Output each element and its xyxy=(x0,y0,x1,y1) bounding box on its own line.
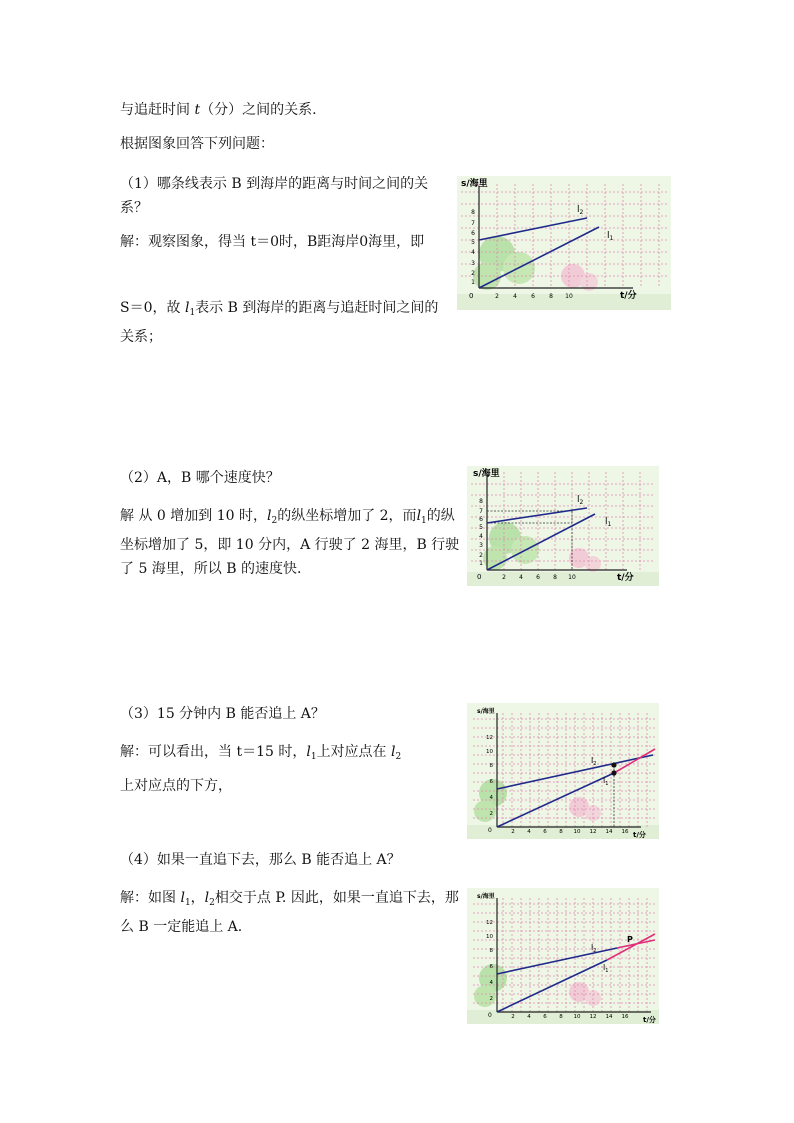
graph-4-xlabel: t/分 xyxy=(643,1016,656,1024)
graph-3-ytick: 6 xyxy=(489,779,493,785)
graph-4-xtick: 8 xyxy=(559,1014,563,1020)
graph-3-ytick: 4 xyxy=(489,795,493,801)
q4-question: （4）如果一直追下去，那么 B 能否追上 A？ xyxy=(120,852,401,868)
graph-4-ytick: 4 xyxy=(489,980,493,986)
graph-1-label-l1: $l_1$ xyxy=(607,231,614,242)
graph-3-ylabel: s/海里 xyxy=(477,708,495,715)
graph-3-ytick: 2 xyxy=(489,811,493,817)
graph-2-ytick: 7 xyxy=(479,508,483,515)
graph-2-label-l1: $l_1$ xyxy=(605,517,612,528)
graph-2-ytick: 2 xyxy=(479,552,483,559)
graph-4-xtick: 2 xyxy=(511,1014,515,1020)
graph-4-ytick: 2 xyxy=(489,996,493,1002)
graph-4-xtick: 12 xyxy=(589,1014,597,1020)
graph-4-label-l1: $l_1$ xyxy=(603,963,609,974)
intro-line xyxy=(120,98,317,122)
graph-3-xtick: 12 xyxy=(589,829,597,835)
graph-1-xlabel: t/分 xyxy=(620,291,637,301)
graph-4-ytick: 8 xyxy=(489,948,493,954)
graph-3-bg xyxy=(467,703,659,839)
graph-2-label-l2: $l_2$ xyxy=(577,495,584,506)
graph-2-xtick: 4 xyxy=(519,574,523,581)
graph-1-xtick: 2 xyxy=(495,293,499,300)
graph-3-xtick: 14 xyxy=(605,829,613,835)
q2-question: （2）A，B 哪个速度快？ xyxy=(120,470,280,486)
graph-2-ytick: 4 xyxy=(479,533,483,540)
graph-4-bg xyxy=(467,888,659,1024)
graph-3-xtick: 2 xyxy=(511,829,515,835)
graph-1-xtick: 10 xyxy=(565,293,573,300)
graph-3-xtick: 4 xyxy=(527,829,531,835)
graph-3-xlabel: t/分 xyxy=(633,831,646,839)
graph-4 xyxy=(467,888,659,1024)
graph-3-ytick: 8 xyxy=(489,763,493,769)
q3-question: （3）15 分钟内 B 能否追上 A？ xyxy=(120,706,325,722)
graph-4-label-P: P xyxy=(627,935,633,944)
graph-3-origin: 0 xyxy=(488,827,492,834)
graph-1-label-l2: $l_2$ xyxy=(577,205,584,216)
q1-answer-a: 解：观察图象，得当 t＝0时，B距海岸0海里，即 xyxy=(120,234,425,250)
graph-2-xtick: 8 xyxy=(553,574,557,581)
graph-2-ytick: 6 xyxy=(479,516,483,523)
graph-2-ylabel: s/海里 xyxy=(473,469,500,479)
q1-answer-b: S＝0，故 $l_1$表示 B 到海岸的距离与追赶时间之间的关系； xyxy=(120,300,439,345)
graph-3-label-l2: $l_2$ xyxy=(591,756,597,767)
graph-2-ytick: 8 xyxy=(479,498,483,505)
intro-post: （分）之间的关系. xyxy=(200,102,317,118)
graph-1-xtick: 8 xyxy=(549,293,553,300)
graph-2-xlabel: t/分 xyxy=(617,573,634,583)
graph-4-xtick: 6 xyxy=(543,1014,547,1020)
prompt: 根据图象回答下列问题： xyxy=(120,136,274,152)
graph-4-origin: 0 xyxy=(488,1012,492,1019)
graph-4-xtick: 14 xyxy=(605,1014,613,1020)
graph-2-ytick: 5 xyxy=(479,524,483,531)
graph-4-ytick: 12 xyxy=(486,920,493,926)
graph-1-ytick: 3 xyxy=(471,260,475,267)
graph-4-xtick: 4 xyxy=(527,1014,531,1020)
graph-1-xtick: 4 xyxy=(513,293,517,300)
q3-answer-b: 上对应点的下方， xyxy=(120,778,232,794)
graph-3-point-l1-at-15 xyxy=(611,770,616,775)
graph-2-ytick: 1 xyxy=(479,560,483,567)
q1-question: （1）哪条线表示 B 到海岸的距离与时间之间的关系？ xyxy=(120,176,429,216)
q2-answer: 解 从 0 增加到 10 时，$l_2$的纵坐标增加了 2，而$l_1$的纵坐标增加了 5，即 10 分内，A 行驶了 2 海里，B 行驶了 5 海里，所以 B 的速度快. xyxy=(120,508,460,577)
graph-1 xyxy=(457,176,671,310)
intro-pre: 与追赶时间 xyxy=(120,102,195,118)
q4-answer: 解：如图 $l_1$，$l_2$相交于点 P. 因此，如果一直追下去，那么 B 一定能追上 A. xyxy=(120,890,459,935)
graph-2-origin: 0 xyxy=(477,573,482,581)
graph-3-ytick: 10 xyxy=(486,749,493,755)
graph-3-xtick: 16 xyxy=(621,829,629,835)
graph-4-ytick: 10 xyxy=(486,934,493,940)
graph-1-ytick: 8 xyxy=(471,209,475,216)
graph-2-xtick: 6 xyxy=(536,574,540,581)
graph-1-ytick: 2 xyxy=(471,270,475,277)
graph-2 xyxy=(467,466,659,586)
graph-1-ytick: 7 xyxy=(471,220,475,227)
graph-1-footer-band xyxy=(457,294,671,310)
graph-3-xtick: 8 xyxy=(559,829,563,835)
graph-1-ytick: 6 xyxy=(471,230,475,237)
graph-3-xtick: 6 xyxy=(543,829,547,835)
graph-4-xtick: 10 xyxy=(573,1014,581,1020)
graph-2-xtick: 2 xyxy=(502,574,506,581)
graph-3-label-l1: $l_1$ xyxy=(603,776,609,787)
graph-2-ytick: 3 xyxy=(479,542,483,549)
graph-1-xtick: 6 xyxy=(531,293,535,300)
graph-3 xyxy=(467,703,659,839)
graph-1-origin: 0 xyxy=(469,292,474,300)
graph-2-xtick: 10 xyxy=(568,574,576,581)
intro-var: t xyxy=(194,102,201,118)
graph-1-ytick: 1 xyxy=(471,279,475,286)
graph-3-point-l2-at-15 xyxy=(611,762,616,767)
graph-3-ytick: 12 xyxy=(486,735,493,741)
graph-1-ytick: 5 xyxy=(471,239,475,246)
graph-4-ytick: 6 xyxy=(489,964,493,970)
graph-1-ytick: 4 xyxy=(471,249,475,256)
q3-answer-a: 解：可以看出，当 t＝15 时，$l_1$上对应点在 $l_2$ xyxy=(120,744,402,762)
graph-4-label-l2: $l_2$ xyxy=(591,943,597,954)
graph-4-xtick: 16 xyxy=(621,1014,629,1020)
graph-3-xtick: 10 xyxy=(573,829,581,835)
graph-4-ylabel: s/海里 xyxy=(477,893,495,900)
graph-1-ylabel: s/海里 xyxy=(461,179,488,189)
